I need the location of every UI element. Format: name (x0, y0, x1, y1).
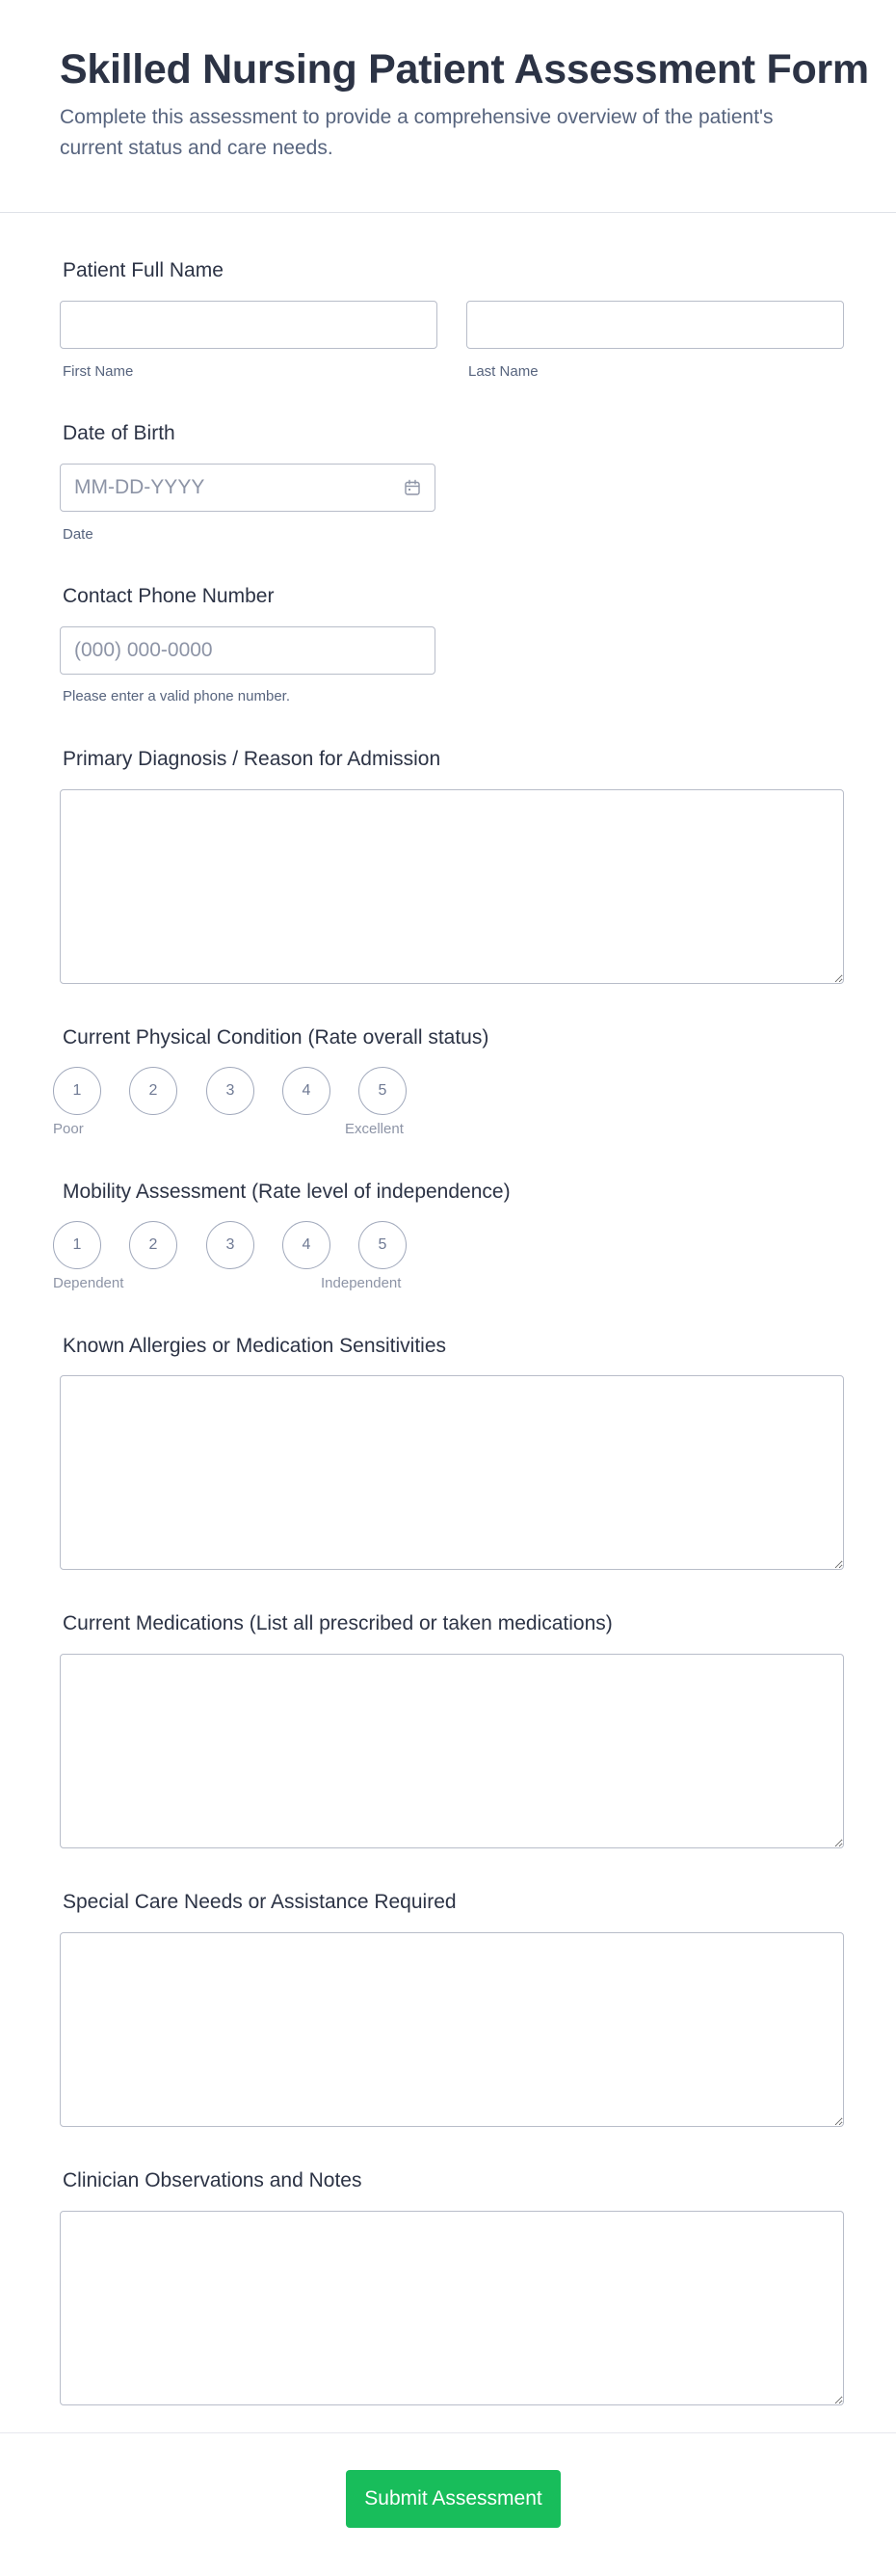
mobility-rating-5[interactable]: 5 (358, 1221, 407, 1269)
phone-input[interactable] (60, 626, 435, 675)
mobility-rating-2[interactable]: 2 (129, 1221, 177, 1269)
page-subtitle: Complete this assessment to provide a comprehensive overview of the patient's current status and care needs. (60, 106, 774, 159)
physical-min-caption: Poor (53, 1121, 84, 1137)
dob-label: Date of Birth (63, 422, 175, 444)
phone-sublabel: Please enter a valid phone number. (63, 688, 290, 704)
first-name-sublabel: First Name (63, 363, 134, 380)
patient-name-label: Patient Full Name (63, 259, 224, 281)
page-title: Skilled Nursing Patient Assessment Form (60, 46, 869, 93)
dob-sublabel: Date (63, 526, 93, 543)
last-name-input[interactable] (466, 301, 844, 349)
mobility-rating-1[interactable]: 1 (53, 1221, 101, 1269)
last-name-sublabel: Last Name (468, 363, 539, 380)
special-care-label: Special Care Needs or Assistance Required (63, 1891, 457, 1913)
medications-textarea[interactable] (60, 1654, 844, 1848)
form-header (0, 0, 896, 213)
diagnosis-label: Primary Diagnosis / Reason for Admission (63, 748, 441, 770)
physical-rating-4[interactable]: 4 (282, 1067, 330, 1115)
footer-divider (0, 2432, 896, 2433)
first-name-input[interactable] (60, 301, 437, 349)
physical-rating-1[interactable]: 1 (53, 1067, 101, 1115)
mobility-max-caption: Independent (321, 1275, 402, 1291)
physical-max-caption: Excellent (345, 1121, 404, 1137)
physical-rating-3[interactable]: 3 (206, 1067, 254, 1115)
mobility-rating-4[interactable]: 4 (282, 1221, 330, 1269)
allergies-textarea[interactable] (60, 1375, 844, 1570)
observations-textarea[interactable] (60, 2211, 844, 2405)
diagnosis-textarea[interactable] (60, 789, 844, 984)
observations-label: Clinician Observations and Notes (63, 2169, 362, 2191)
mobility-min-caption: Dependent (53, 1275, 124, 1291)
mobility-rating-3[interactable]: 3 (206, 1221, 254, 1269)
physical-condition-label: Current Physical Condition (Rate overall status) (63, 1026, 489, 1049)
phone-label: Contact Phone Number (63, 585, 275, 607)
physical-rating-2[interactable]: 2 (129, 1067, 177, 1115)
allergies-label: Known Allergies or Medication Sensitivities (63, 1335, 447, 1357)
medications-label: Current Medications (List all prescribed or taken medications) (63, 1612, 613, 1634)
mobility-label: Mobility Assessment (Rate level of independence) (63, 1181, 511, 1203)
special-care-textarea[interactable] (60, 1932, 844, 2127)
dob-input[interactable] (60, 464, 435, 512)
calendar-icon[interactable] (404, 479, 421, 496)
submit-button[interactable]: Submit Assessment (346, 2470, 561, 2528)
physical-rating-5[interactable]: 5 (358, 1067, 407, 1115)
